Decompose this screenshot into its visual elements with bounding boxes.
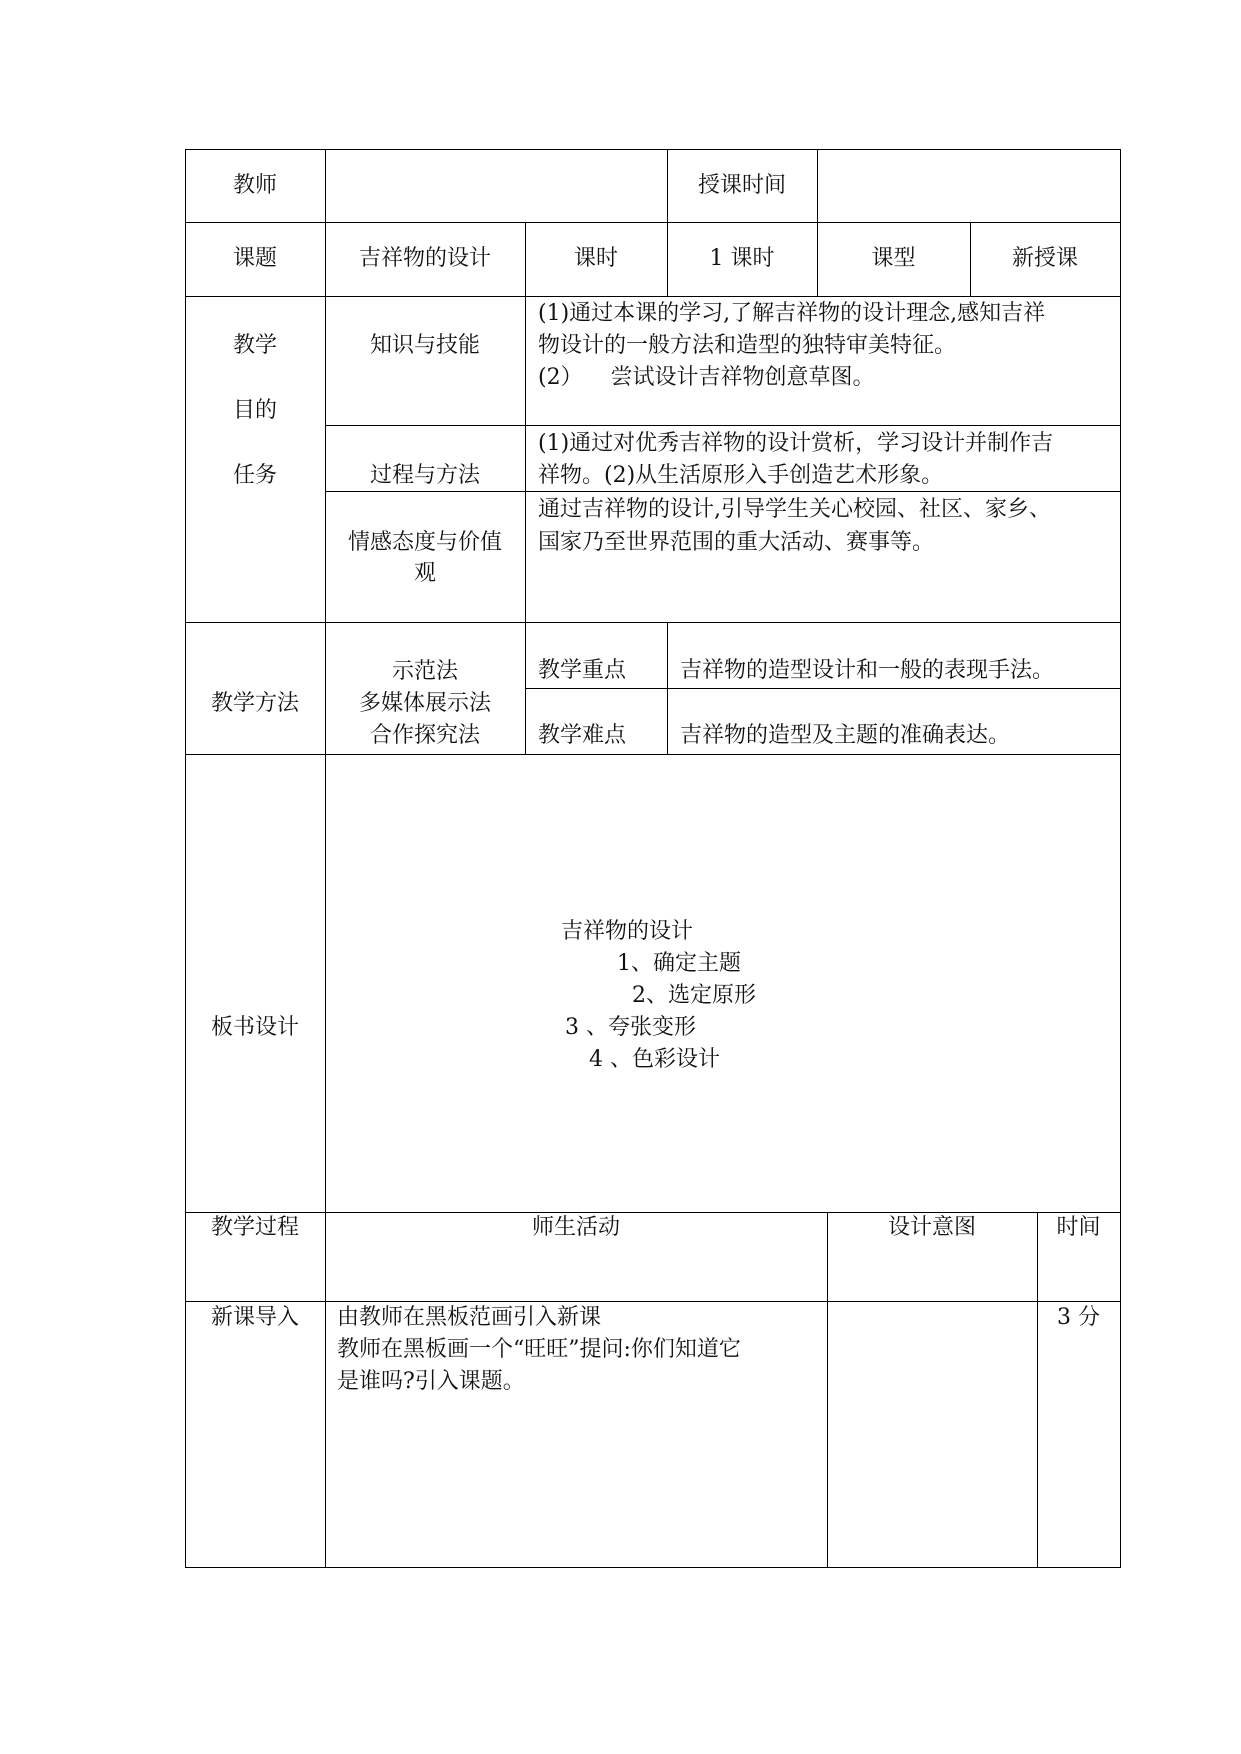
- topic-value: 吉祥物的设计: [358, 246, 491, 271]
- objectives-label-line-3: 任务: [232, 463, 277, 488]
- knowledge-line-1: (1)通过本课的学习,了解吉祥物的设计理念,感知吉祥: [538, 301, 1046, 326]
- row1-divider-b: [817, 149, 818, 223]
- teacher-label: 教师: [232, 173, 277, 198]
- objectives-sub-divider-1: [325, 425, 1121, 426]
- hours-label: 课时: [573, 246, 618, 271]
- process-row-stage: 新课导入: [210, 1305, 299, 1330]
- process-header-stage: 教学过程: [210, 1215, 299, 1240]
- board-step-4: 4 、色彩设计: [589, 1047, 720, 1072]
- key-point-label: 教学重点: [538, 658, 627, 683]
- hours-value: 1 课时: [709, 246, 775, 271]
- process-row-activity-line-1: 由教师在黑板范画引入新课: [337, 1305, 602, 1330]
- difficulty-label: 教学难点: [538, 723, 627, 748]
- table-border-right: [1120, 149, 1121, 1568]
- process-divider-b: [1037, 1212, 1038, 1568]
- key-point-value: 吉祥物的造型设计和一般的表现手法。: [680, 658, 1055, 683]
- method-item-1: 示范法: [391, 659, 458, 684]
- knowledge-line-2: 物设计的一般方法和造型的独特审美特征。: [538, 333, 957, 358]
- objectives-label-line-1: 教学: [232, 333, 277, 358]
- time-label: 授课时间: [697, 173, 786, 198]
- board-step-1: 1、确定主题: [617, 951, 741, 976]
- knowledge-line-3: (2） 尝试设计吉祥物创意草图。: [538, 365, 875, 390]
- process-row-activity-line-3: 是谁吗?引入课题。: [337, 1369, 525, 1394]
- process-row-time: 3 分: [1057, 1305, 1100, 1330]
- row-divider-4: [185, 754, 1121, 755]
- methods-label: 教学方法: [210, 691, 299, 716]
- difficulty-value: 吉祥物的造型及主题的准确表达。: [680, 723, 1011, 748]
- board-step-3: 3 、夸张变形: [565, 1015, 696, 1040]
- type-label: 课型: [871, 246, 916, 271]
- process-row-activity-line-2: 教师在黑板画一个“旺旺”提问:你们知道它: [337, 1337, 741, 1362]
- row-divider-6: [185, 1301, 1121, 1302]
- emotion-line-2: 国家乃至世界范围的重大活动、赛事等。: [538, 530, 935, 555]
- process-line-1: (1)通过对优秀吉祥物的设计赏析，学习设计并制作吉: [538, 431, 1054, 456]
- row-divider-2: [185, 296, 1121, 297]
- methods-sub-divider: [525, 688, 1121, 689]
- method-item-2: 多媒体展示法: [358, 691, 491, 716]
- process-line-2: 祥物。(2)从生活原形入手创造艺术形象。: [538, 463, 944, 488]
- row-divider-3: [185, 622, 1121, 623]
- objectives-divider: [525, 296, 526, 623]
- emotion-label-line-1: 情感态度与价值: [347, 530, 502, 555]
- type-value: 新授课: [1011, 246, 1078, 271]
- emotion-label-line-2: 观: [413, 561, 436, 586]
- process-header-activity: 师生活动: [531, 1215, 620, 1240]
- process-label: 过程与方法: [369, 463, 480, 488]
- board-label: 板书设计: [210, 1015, 299, 1040]
- process-header-intent: 设计意图: [887, 1215, 976, 1240]
- topic-label: 课题: [232, 246, 277, 271]
- emotion-line-1: 通过吉祥物的设计,引导学生关心校园、社区、家乡、: [538, 497, 1051, 522]
- process-divider-a: [827, 1212, 828, 1568]
- knowledge-label: 知识与技能: [369, 333, 480, 358]
- row-divider-1: [185, 222, 1121, 223]
- objectives-label-line-2: 目的: [232, 398, 277, 423]
- method-item-3: 合作探究法: [369, 723, 480, 748]
- process-header-time: 时间: [1056, 1215, 1101, 1240]
- board-title: 吉祥物的设计: [561, 919, 694, 944]
- board-step-2: 2、选定原形: [632, 983, 756, 1008]
